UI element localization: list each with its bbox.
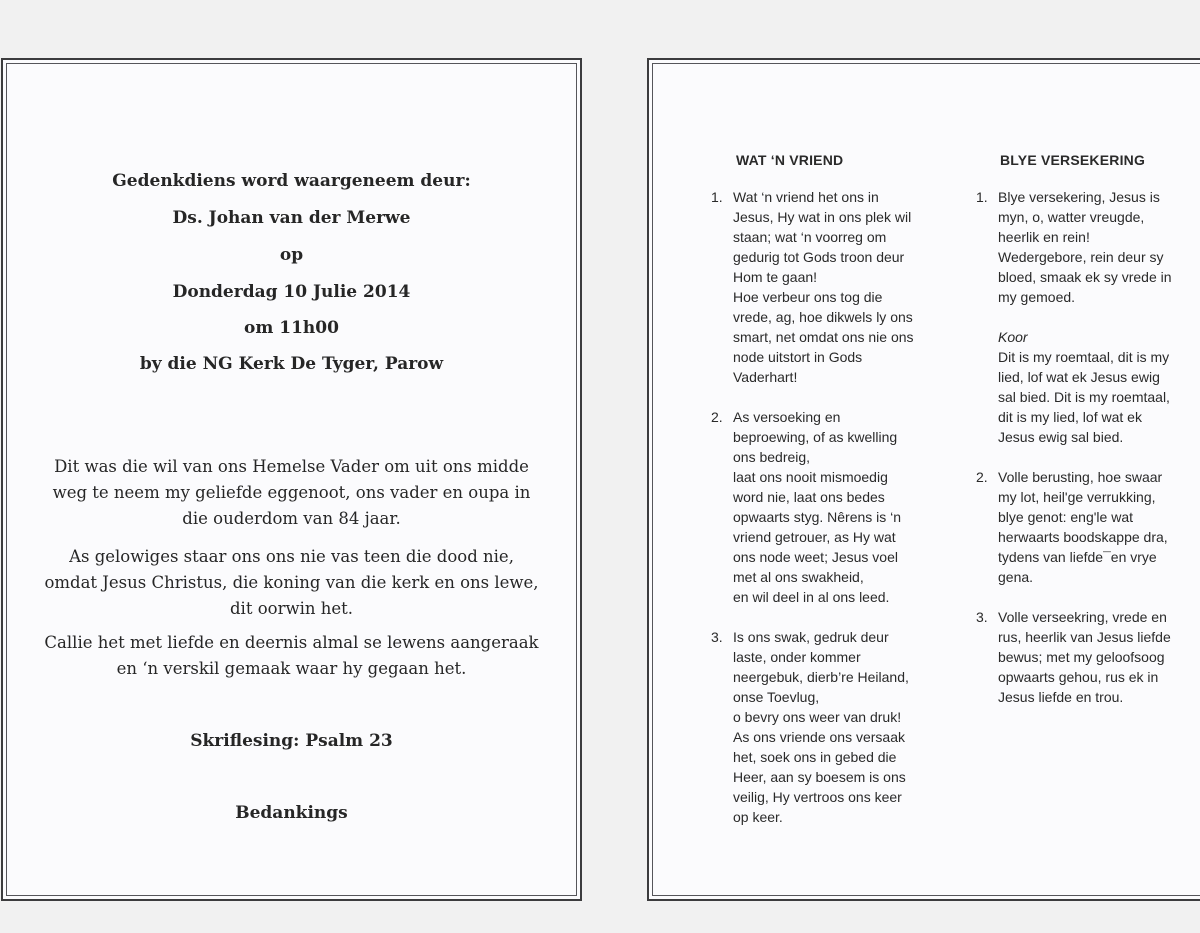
verse-line: laste, onder kommer [733, 649, 861, 665]
verse-line: neergebuk, dierb’re Heiland, [733, 669, 909, 685]
scripture-reading: Skriflesing: Psalm 23 [190, 731, 393, 751]
verse-line: vrede, ag, hoe dikwels ly ons [733, 309, 913, 325]
verse-line: het, soek ons in gebed die [733, 749, 897, 765]
verse-line: vriend getrouer, as Hy wat [733, 529, 896, 545]
verse-line: rus, heerlik van Jesus liefde [998, 629, 1171, 645]
paragraph-line: die ouderdom van 84 jaar. [182, 509, 401, 528]
verse-line: Heer, aan sy boesem is ons [733, 769, 906, 785]
paragraph-line: As gelowiges staar ons ons nie vas teen die dood nie, [69, 547, 514, 566]
verse-line: bloed, smaak ek sy vrede in [998, 269, 1172, 285]
verse-line: node uitstort in Gods [733, 349, 863, 365]
verse-line: herwaarts boodskappe dra, [998, 529, 1168, 545]
verse-number: 1. [711, 189, 723, 205]
verse-number: 2. [711, 409, 723, 425]
verse-line: opwaarts styg. Nêrens is ‘n [733, 509, 902, 525]
verse [976, 467, 1176, 587]
verse-line: Hom te gaan! [733, 269, 818, 285]
verse-line: my lot, heil'ge verrukking, [998, 489, 1156, 505]
verse-line: Wat ‘n vriend het ons in [733, 189, 879, 205]
paragraph-line: Dit was die wil van ons Hemelse Vader om uit ons midde [54, 457, 529, 476]
verse-line: Jesus liefde en trou. [998, 689, 1124, 705]
paragraph-line: weg te neem my geliefde eggenoot, ons vader en oupa in [52, 483, 531, 502]
verse [711, 187, 941, 387]
chorus-label: Koor [998, 329, 1028, 345]
verse-line: As ons vriende ons versaak [733, 729, 905, 745]
chorus-line: sal bied. Dit is my roemtaal, [998, 389, 1170, 405]
verse-line: smart, net omdat ons nie ons [733, 329, 914, 345]
verse-line: o bevry ons weer van druk! [733, 709, 902, 725]
hymn-blye-versekering [976, 152, 1176, 727]
paragraph-line: omdat Jesus Christus, die koning van die kerk en ons lewe, [44, 573, 539, 592]
verse-line: veilig, Hy vertroos ons keer [733, 789, 902, 805]
verse-line: Blye versekering, Jesus is [998, 189, 1160, 205]
verse-line: Volle verseekring, vrede en [998, 609, 1167, 625]
verse-line: gedurig tot Gods troon deur [733, 249, 905, 265]
officiant-intro: Gedenkdiens word waargeneem deur: [112, 171, 471, 191]
condolence-paragraph-2 [3, 544, 580, 622]
verse-line: blye genot: eng'le wat [998, 509, 1133, 525]
paragraph-line: Callie het met liefde en deernis almal se lewens aangeraak [44, 633, 539, 652]
verse-number: 1. [976, 189, 988, 205]
verse-line: Hoe verbeur ons tog die [733, 289, 883, 305]
verse-number: 2. [976, 469, 988, 485]
hymn-title: WAT ‘N VRIEND [736, 152, 844, 168]
verse-line: word nie, laat ons bedes [733, 489, 885, 505]
service-date: Donderdag 10 Julie 2014 [172, 282, 411, 302]
verse-line: bewus; met my geloofsoog [998, 649, 1165, 665]
verse [711, 407, 941, 607]
condolence-paragraph-1 [3, 454, 580, 532]
hymn-title: BLYE VERSEKERING [1000, 152, 1146, 168]
verse-line: Is ons swak, gedruk deur [733, 629, 889, 645]
verse-line: my gemoed. [998, 289, 1076, 305]
verse-line: Wedergebore, rein deur sy [998, 249, 1164, 265]
verse-line: ons node weet; Jesus voel [733, 549, 898, 565]
service-time: om 11h00 [244, 318, 339, 338]
chorus-line: lied, lof wat ek Jesus ewig [998, 369, 1160, 385]
officiant-name: Ds. Johan van der Merwe [172, 208, 411, 228]
condolence-paragraph-3 [3, 630, 580, 682]
verse-number: 3. [976, 609, 988, 625]
verse-line: Vaderhart! [733, 369, 798, 385]
verse-line: As versoeking en [733, 409, 841, 425]
verse-line: staan; wat ‘n voorreg om [733, 229, 887, 245]
verse-line: met al ons swakheid, [733, 569, 864, 585]
chorus-line: dit is my lied, lof wat ek [998, 409, 1142, 425]
verse-line: gena. [998, 569, 1034, 585]
verse [976, 187, 1176, 447]
verse [711, 627, 941, 827]
verse-line: Jesus, Hy wat in ons plek wil [733, 209, 912, 225]
verse-line: tydens van liefde¯en vrye [998, 549, 1157, 565]
hymn-wat-n-vriend [711, 152, 941, 847]
verse-line: op keer. [733, 809, 783, 825]
paragraph-line: en ‘n verskil gemaak waar hy gegaan het. [116, 659, 467, 678]
verse-line: opwaarts gehou, rus ek in [998, 669, 1159, 685]
verse-line: myn, o, watter vreugde, [998, 209, 1145, 225]
right-page [647, 58, 1200, 901]
verse-line: onse Toevlug, [733, 689, 820, 705]
chorus-line: Jesus ewig sal bied. [998, 429, 1124, 445]
verse-line: heerlik en rein! [998, 229, 1090, 245]
verse-line: ons bedreig, [733, 449, 811, 465]
paragraph-line: dit oorwin het. [229, 599, 353, 618]
verse-line: laat ons nooit mismoedig [733, 469, 888, 485]
verse [976, 607, 1176, 707]
verse-line: en wil deel in al ons leed. [733, 589, 890, 605]
verse-line: beproewing, of as kwelling [733, 429, 898, 445]
verse-number: 3. [711, 629, 723, 645]
left-page [1, 58, 582, 901]
service-venue: by die NG Kerk De Tyger, Parow [139, 354, 444, 374]
on-word: op [279, 245, 304, 265]
verse-line: Volle berusting, hoe swaar [998, 469, 1163, 485]
chorus-line: Dit is my roemtaal, dit is my [998, 349, 1170, 365]
acknowledgements: Bedankings [235, 803, 348, 823]
